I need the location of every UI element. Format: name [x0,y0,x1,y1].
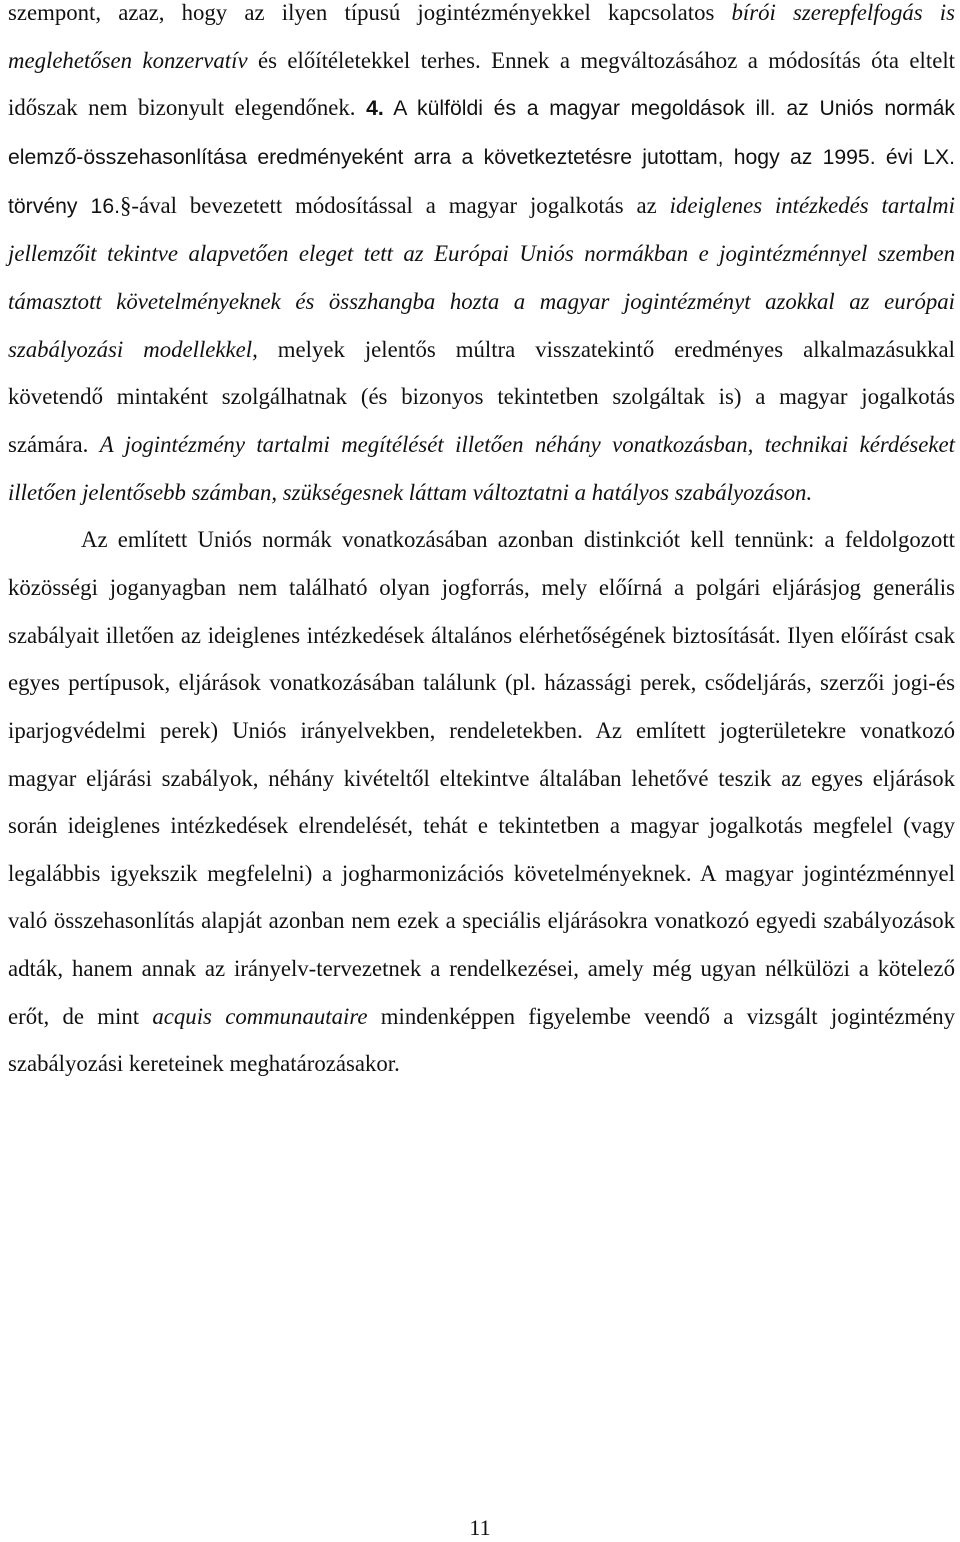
page-number: 11 [469,1515,491,1540]
section-number: 4. [366,97,384,121]
text-run: §-ával bevezetett módosítással a magyar jogalkotás az [120,192,670,218]
italic-text-run: A jogintézmény tartalmi megítélését illetően néhány vonatkozásban, technikai kérdéseket illetően jelentősebb számban, szükségesnek láttam változtatni a hatályos szabályozáson. [8,431,955,505]
text-run: mindenképpen figyelembe veendő a vizsgált jogintézmény szabályozási kereteinek meghatározásakor. [8,1003,955,1077]
text-run: és előítéletekkel terhes. Ennek a megváltozásához a módosítás óta eltelt időszak nem bizonyult elegendőnek. [8,47,955,121]
italic-text-run: bírói szerepfelfogás is meglehetősen konzervatív [8,0,955,73]
text-run: szempont, azaz, hogy az ilyen típusú jogintézményekkel kapcsolatos [8,0,732,25]
italic-text-run: acquis communautaire [152,1003,368,1029]
text-run: Az említett Uniós normák vonatkozásában azonban distinkciót kell tennünk: a feldolgozott közösségi joganyagban nem található olyan jogforrás, mely előírná a polgári eljárásjog generális szabályait illetően az ideiglenes intézkedések általános elérhetőségének biztosítását. Ilyen előírást csak egyes pertípusok, eljárások vonatkozásában találunk (pl. házassági perek, csődeljárás, szerzői jogi-és iparjogvédelmi perek) Uniós irányelvekben, rendeletekben. Az említett jogterületekre vonatkozó magyar eljárási szabályok, néhány kivételtől eltekintve általában lehetővé teszik az egyes eljárások során ideiglenes intézkedések elrendelését, tehát e tekintetben a magyar jogalkotás megfelel (vagy legalábbis igyekszik megfelelni) a jogharmonizációs követelményeknek. A magyar jogintézménnyel való összehasonlítás alapját azonban nem ezek a speciális eljárásokra vonatkozó egyedi szabályozások adták, hanem annak az irányelv-tervezetnek a rendelkezései, amely még ugyan nélkülözi a kötelező erőt, de mint [8,527,955,1029]
paragraph-union-norms [8,516,955,1088]
text-run: melyek jelentős múltra visszatekintő eredményes alkalmazásukkal követendő mintaként szolgálhatnak (és bizonyos tekintetben szolgáltak is) a magyar jogalkotás számára. [8,336,955,457]
sans-text-run: A külföldi és a magyar megoldások ill. az Uniós normák elemző-összehasonlítása eredményeként arra a következtetésre jutottam, hogy az 1995. évi LX. törvény 16. [8,97,955,218]
document-page [8,0,955,1088]
italic-text-run: ideiglenes intézkedés tartalmi jellemzőit tekintve alapvetően eleget tett az Európai Uniós normákban e jogintézménnyel szemben támasztott követelményeknek és összhangba hozta a magyar jogintézményt azokkal az európai szabályozási modellekkel, [8,192,955,362]
paragraph-conclusion [8,0,955,516]
